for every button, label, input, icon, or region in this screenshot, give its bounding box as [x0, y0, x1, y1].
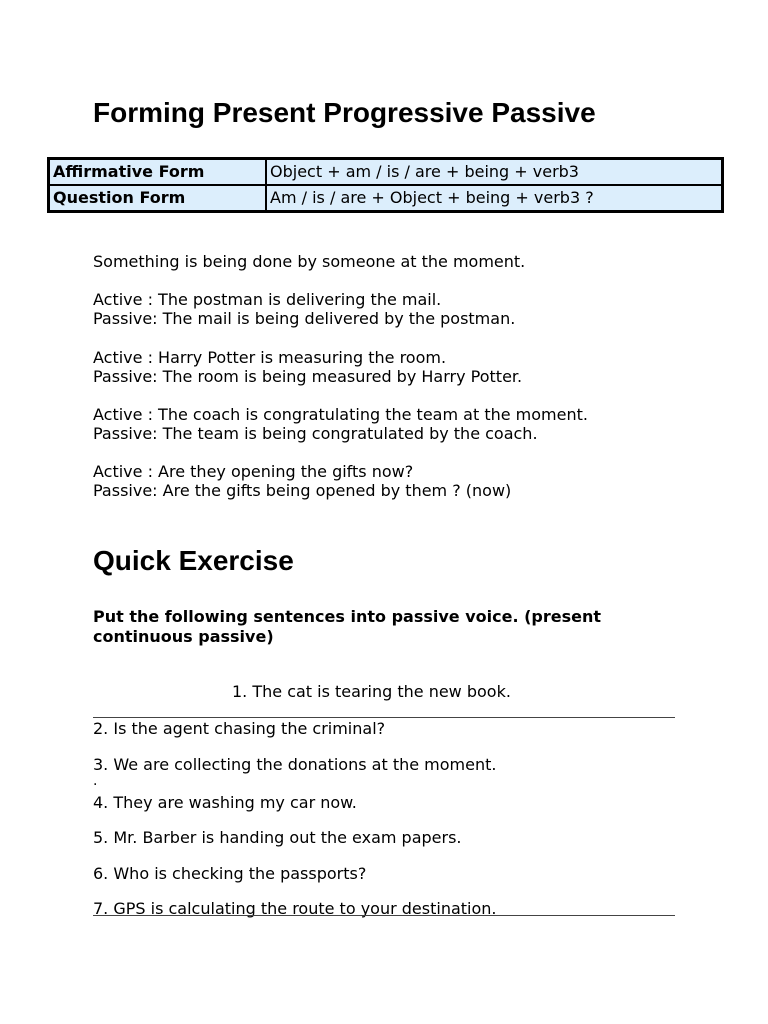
question-form-pattern: Am / is / are + Object + being + verb3 ?	[266, 185, 722, 211]
forms-table	[47, 157, 724, 213]
exercise-item-6: 6. Who is checking the passports?	[93, 864, 367, 883]
exercise-item-3: 3. We are collecting the donations at the moment.	[93, 755, 497, 774]
affirmative-form-label: Affirmative Form	[49, 159, 266, 185]
example-2-active: Active : Harry Potter is measuring the room.	[93, 348, 447, 367]
answer-line	[93, 717, 675, 718]
stray-dot: .	[93, 773, 98, 789]
exercise-item-7: 7. GPS is calculating the route to your destination.	[93, 899, 497, 918]
affirmative-form-pattern: Object + am / is / are + being + verb3	[266, 159, 722, 185]
table-row	[49, 159, 722, 185]
intro-text: Something is being done by someone at the moment.	[93, 252, 526, 271]
example-4-active: Active : Are they opening the gifts now?	[93, 462, 414, 481]
example-3-passive: Passive: The team is being congratulated by the coach.	[93, 424, 538, 443]
page-title: Forming Present Progressive Passive	[93, 97, 596, 128]
example-4-passive: Passive: Are the gifts being opened by them ? (now)	[93, 481, 512, 500]
example-2-passive: Passive: The room is being measured by Harry Potter.	[93, 367, 523, 386]
exercise-item-1: 1. The cat is tearing the new book.	[232, 682, 511, 701]
example-1-active: Active : The postman is delivering the mail.	[93, 290, 442, 309]
exercise-item-2: 2. Is the agent chasing the criminal?	[93, 719, 386, 738]
answer-line	[93, 915, 675, 916]
exercise-instruction: Put the following sentences into passive voice. (present continuous passive)	[93, 607, 602, 646]
table-row	[49, 185, 722, 211]
exercise-item-5: 5. Mr. Barber is handing out the exam papers.	[93, 828, 462, 847]
example-1-passive: Passive: The mail is being delivered by the postman.	[93, 309, 516, 328]
example-3-active: Active : The coach is congratulating the team at the moment.	[93, 405, 588, 424]
exercise-item-4: 4. They are washing my car now.	[93, 793, 357, 812]
exercise-title: Quick Exercise	[93, 545, 294, 576]
question-form-label: Question Form	[49, 185, 266, 211]
